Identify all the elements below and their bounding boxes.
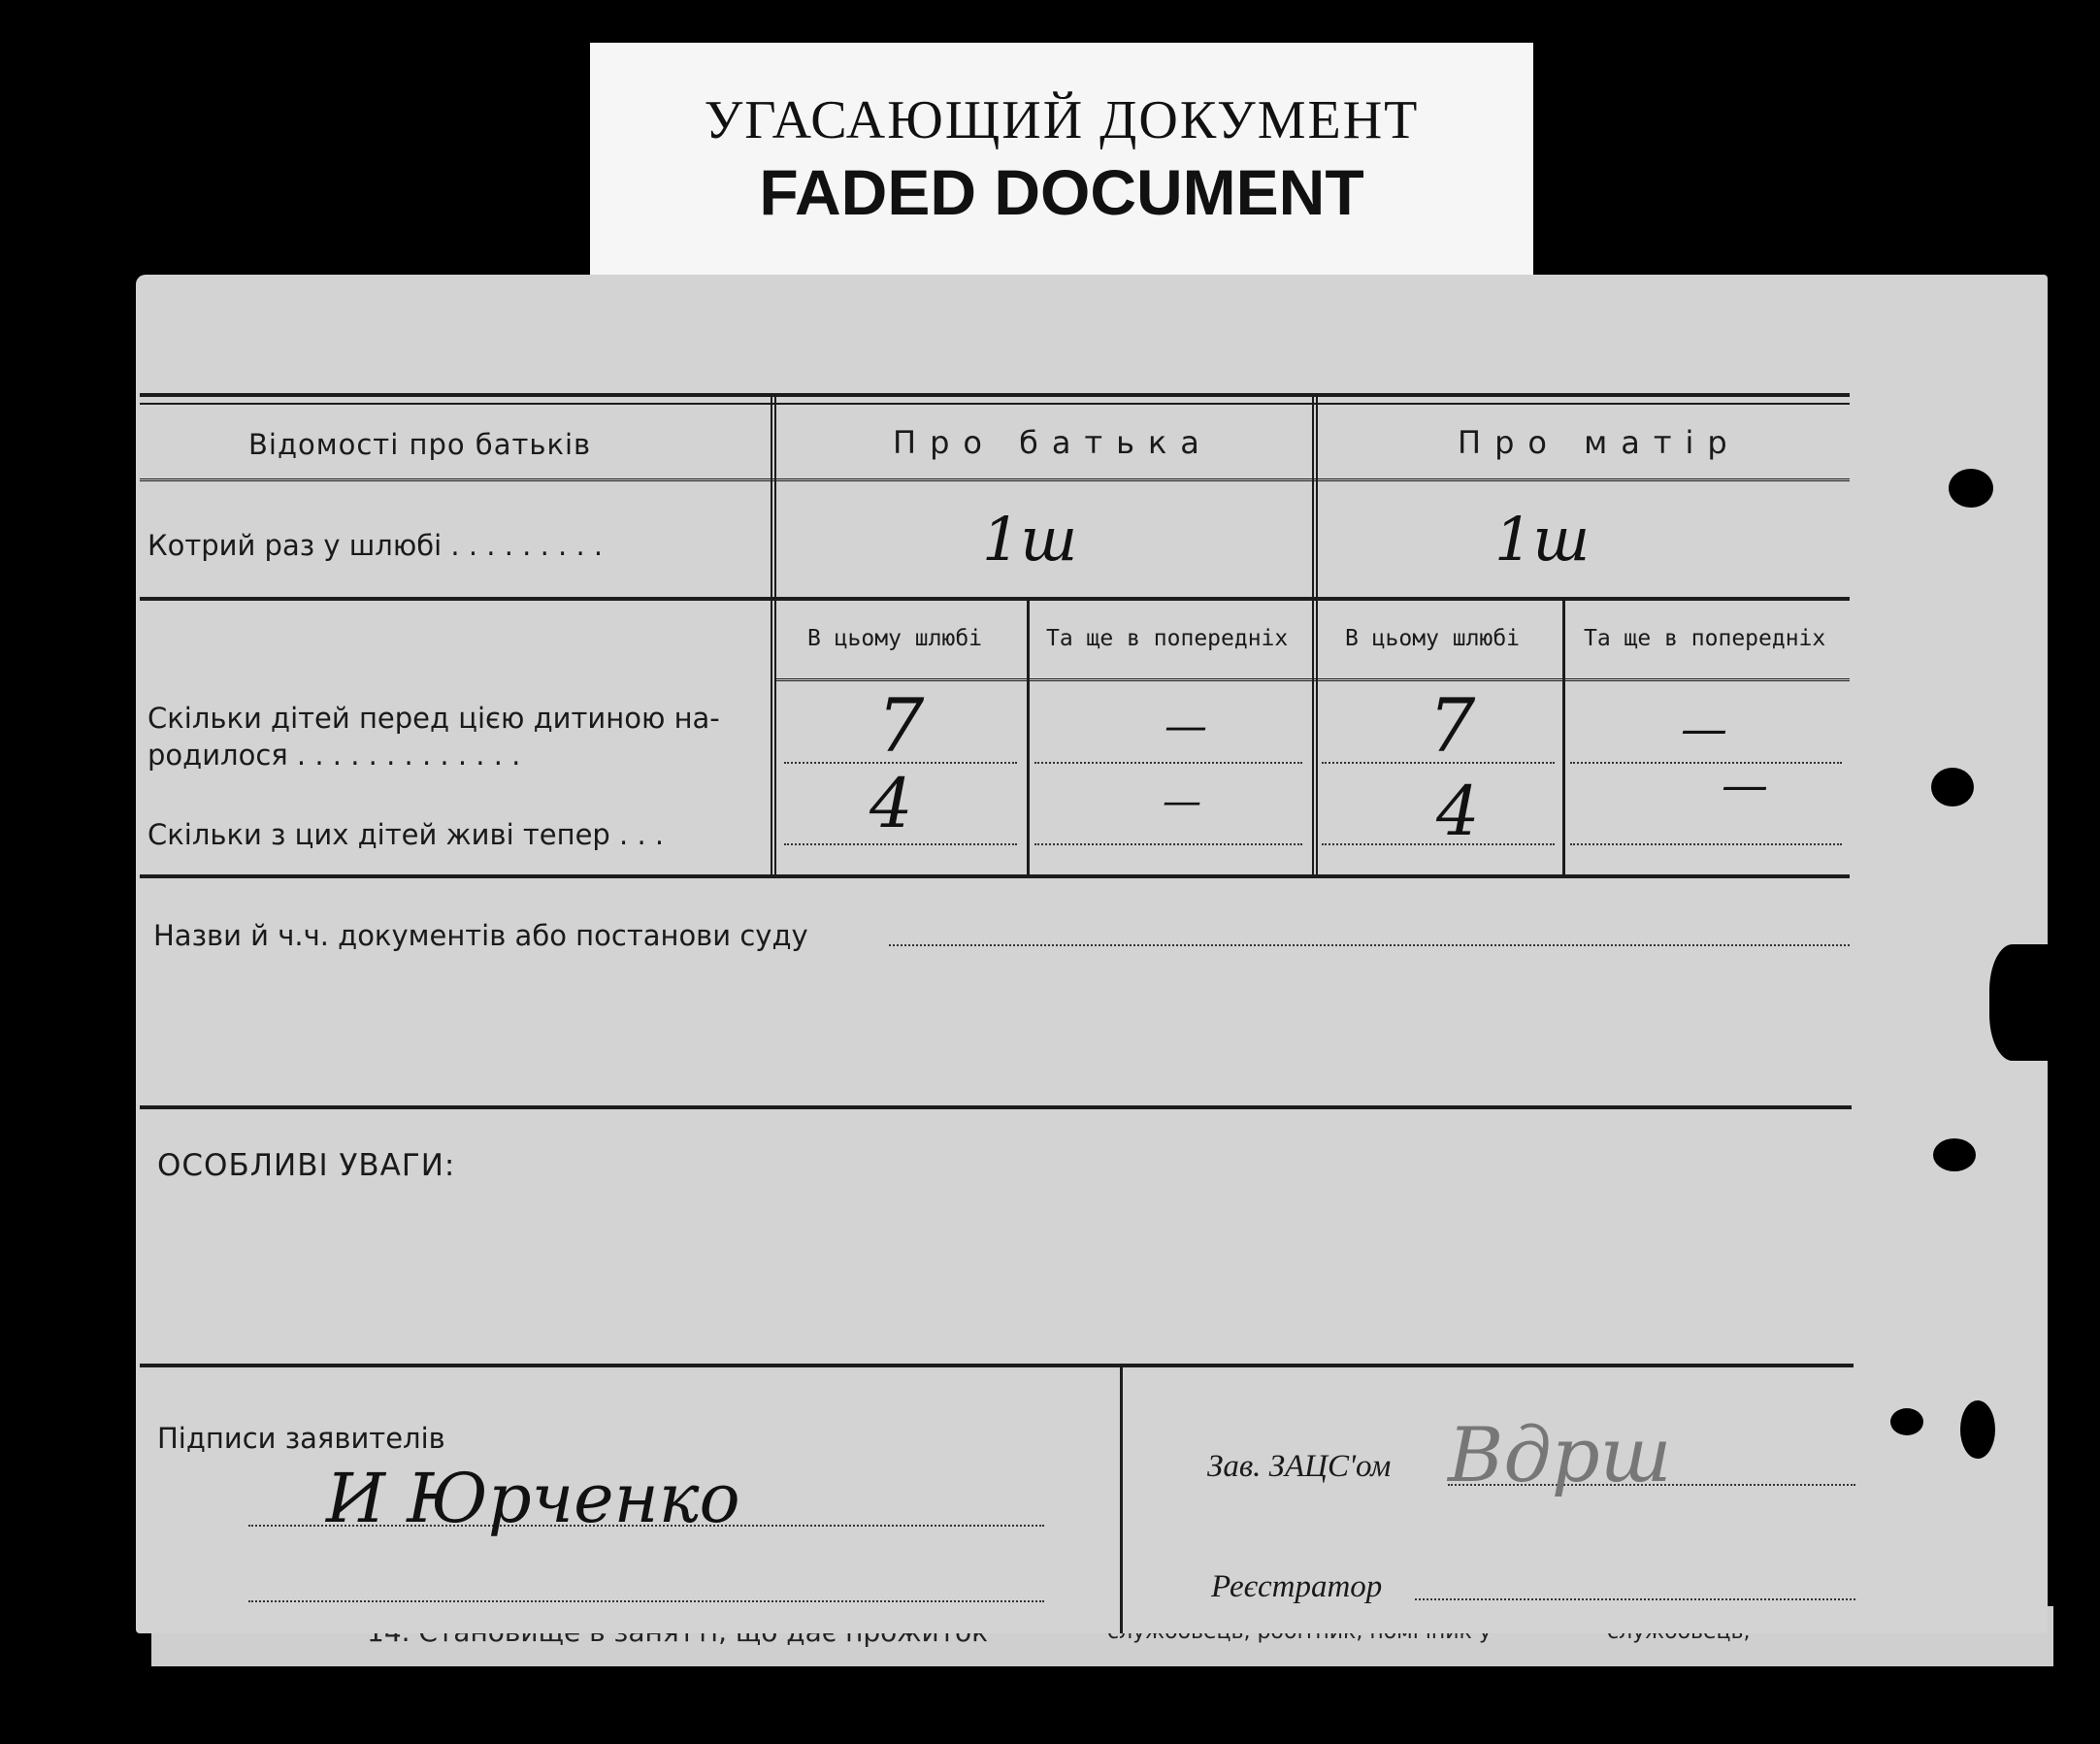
entry-line xyxy=(1034,843,1302,845)
children-born-label-1: Скільки дітей перед цією дитиною на- xyxy=(148,702,720,735)
mother-marriage-value: 1ш xyxy=(1494,504,1591,575)
subheader-mother-prev: Та ще в попередніх xyxy=(1584,626,1826,651)
punch-hole xyxy=(1933,1138,1976,1171)
subheader-mother-this: В цьому шлюбі xyxy=(1345,626,1521,651)
punch-hole xyxy=(1890,1408,1923,1435)
registrar-line xyxy=(1415,1598,1855,1600)
mother-children-alive-prev: — xyxy=(1722,758,1768,812)
signature-divider xyxy=(1120,1366,1123,1633)
father-marriage-value: 1ш xyxy=(982,504,1078,575)
marriage-row-rule xyxy=(140,597,1850,601)
mother-children-born-prev: — xyxy=(1681,702,1727,756)
punch-hole xyxy=(1949,469,1993,508)
signature-line xyxy=(248,1600,1044,1602)
table-top-rule xyxy=(140,393,1850,397)
children-born-label-2: родилося . . . . . . . . . . . . . xyxy=(148,739,521,772)
marriage-count-label: Котрий раз у шлюбі . . . . . . . . . xyxy=(148,529,604,562)
registrar-label: Реєстратор xyxy=(1211,1569,1383,1604)
header-parents: Відомості про батьків xyxy=(248,428,592,461)
father-children-alive-prev: — xyxy=(1163,779,1201,824)
applicant-signature: И Юрченко xyxy=(326,1459,740,1538)
header-mother: Про матір xyxy=(1458,424,1741,461)
entry-line xyxy=(1570,762,1842,764)
mother-children-alive: 4 xyxy=(1436,772,1480,851)
header-rule xyxy=(140,478,1850,484)
documents-rule xyxy=(140,1105,1852,1109)
subheader-father-prev: Та ще в попередніх xyxy=(1046,626,1289,651)
banner-english: FADED DOCUMENT xyxy=(759,156,1364,228)
head-label: Зав. ЗАЦС'ом xyxy=(1207,1449,1392,1484)
header-father: Про батька xyxy=(893,424,1213,461)
table-top-rule xyxy=(140,403,1850,405)
faded-document-label xyxy=(590,43,1533,276)
column-divider xyxy=(1562,601,1565,874)
applicants-signatures-label: Підписи заявителів xyxy=(157,1422,445,1455)
column-divider xyxy=(771,395,776,876)
column-divider xyxy=(1312,395,1318,876)
father-children-born: 7 xyxy=(877,682,925,769)
punch-hole xyxy=(1960,1400,1995,1459)
remarks-label: ОСОБЛИВІ УВАГИ: xyxy=(157,1148,456,1183)
banner-russian: УГАСАЮЩИЙ ДОКУМЕНТ xyxy=(704,90,1420,150)
punch-hole xyxy=(1989,944,2048,1061)
punch-hole xyxy=(1931,768,1974,806)
form-sheet xyxy=(136,275,2048,1633)
documents-label: Назви й ч.ч. документів або постанови суду xyxy=(153,919,808,952)
children-alive-label: Скільки з цих дітей живі тепер . . . xyxy=(148,818,665,851)
subheader-father-this: В цьому шлюбі xyxy=(807,626,983,651)
entry-line xyxy=(784,843,1017,845)
father-children-alive: 4 xyxy=(870,764,913,843)
column-divider xyxy=(1027,601,1030,874)
mother-children-born: 7 xyxy=(1428,682,1476,769)
documents-entry-line xyxy=(889,944,1850,946)
entry-line xyxy=(1034,762,1302,764)
remarks-rule xyxy=(140,1364,1854,1367)
head-signature: Вдрш xyxy=(1448,1412,1672,1499)
entry-line xyxy=(1570,843,1842,845)
father-children-born-prev: — xyxy=(1165,702,1207,751)
children-rule xyxy=(140,874,1850,878)
